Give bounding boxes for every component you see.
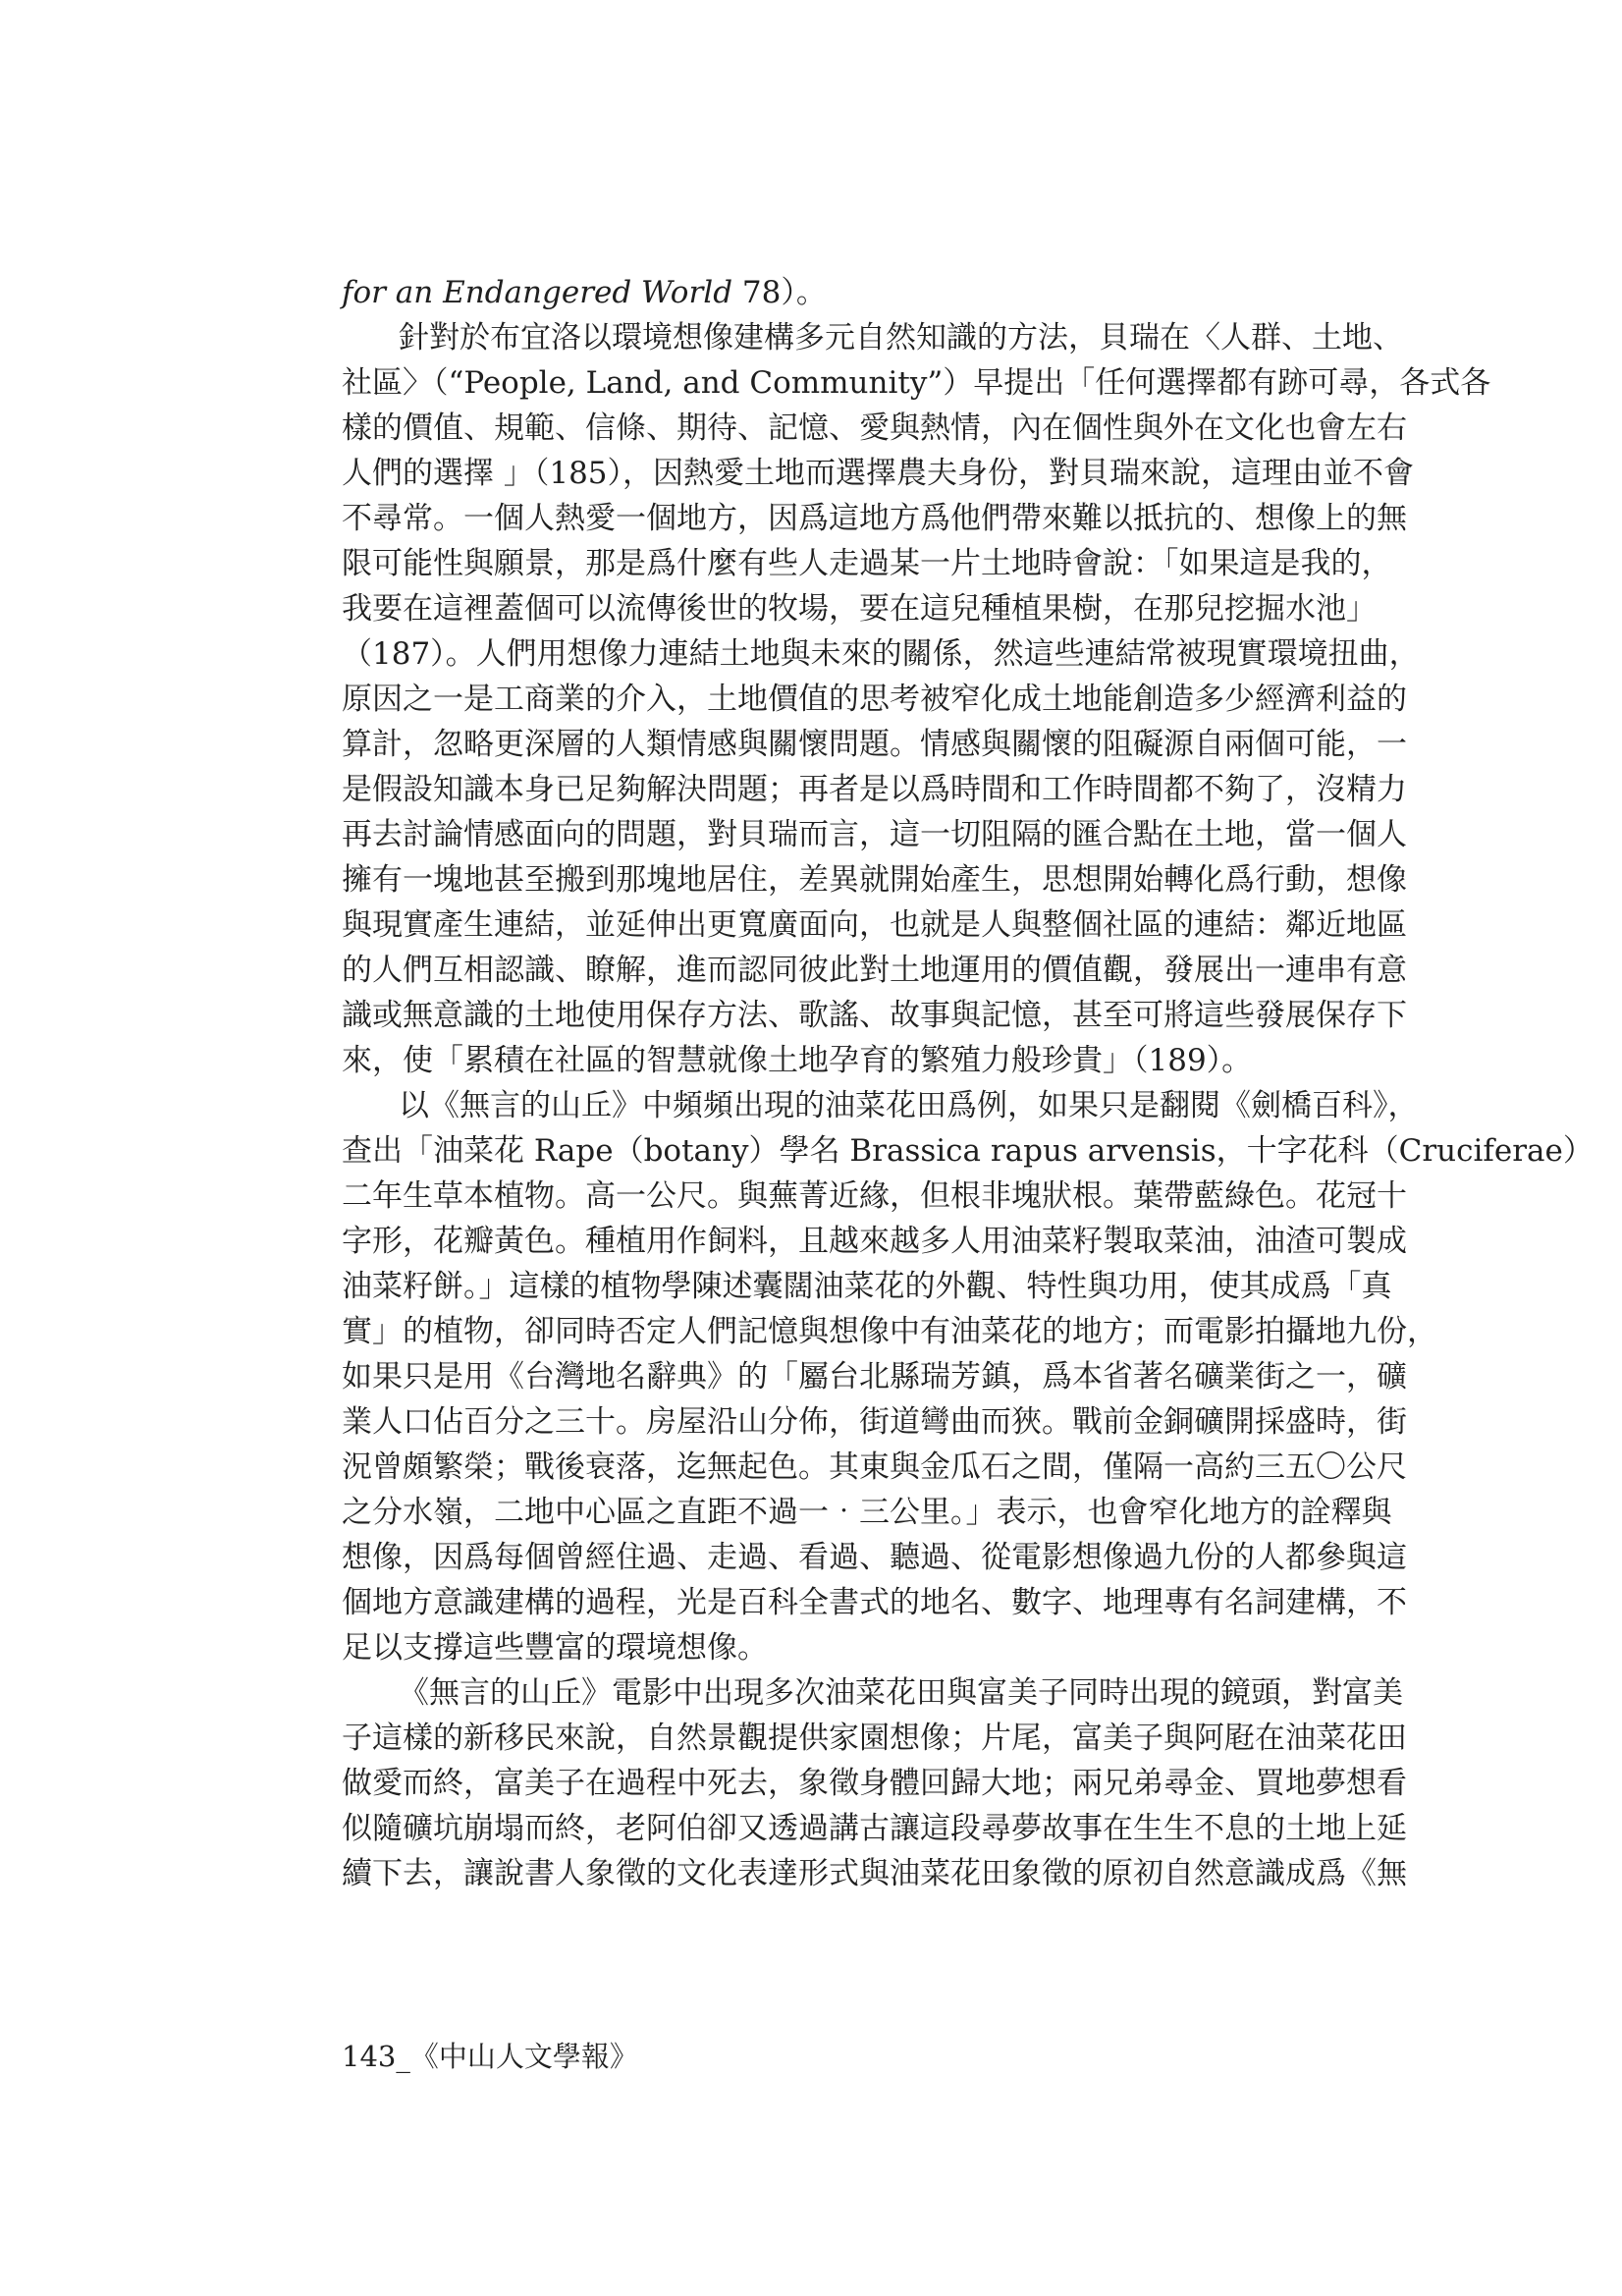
page-footer <box>342 2035 638 2075</box>
text-line: 人們的選擇 」（185），因熱愛土地而選擇農夫身份，對貝瑞來說，這理由並不會 <box>342 456 1415 491</box>
text-line: 做愛而終，富美子在過程中死去，象徵身體回歸大地；兩兄弟尋金、買地夢想看 <box>342 1766 1407 1801</box>
text-line: 算計，忽略更深層的人類情感與關懷問題。情感與關懷的阻礙源自兩個可能，一 <box>342 727 1407 762</box>
text-line: 識或無意識的土地使用保存方法、歌謠、故事與記憶，甚至可將這些發展保存下 <box>342 998 1407 1033</box>
text-line: 業人口佔百分之三十。房屋沿山分佈，街道彎曲而狹。戰前金銅礦開採盛時，街 <box>342 1404 1407 1440</box>
text-line: 樣的價值、規範、信條、期待、記憶、愛與熱情，內在個性與外在文化也會左右 <box>342 410 1407 446</box>
text-line: 二年生草本植物。高一公尺。與蕪菁近緣，但根非塊狀根。葉帶藍綠色。花冠十 <box>342 1178 1407 1214</box>
text-line: 查出「油菜花 Rape（botany）學名 Brassica rapus arvensis，十字花科（Cruciferae） <box>342 1133 1594 1169</box>
text-line: 我要在這裡蓋個可以流傳後世的牧場，要在這兒種植果樹，在那兒挖掘水池」 <box>342 591 1377 627</box>
text-line: （187）。人們用想像力連結土地與未來的關係，然這些連結常被現實環境扭曲， <box>342 636 1420 672</box>
text-line: 擁有一塊地甚至搬到那塊地居住，差異就開始產生，思想開始轉化爲行動，想像 <box>342 862 1407 898</box>
text-line: 來，使「累積在社區的智慧就像土地孕育的繁殖力般珍貴」（189）。 <box>342 1043 1253 1078</box>
body-text <box>342 270 1594 1896</box>
text-line: 之分水嶺，二地中心區之直距不過一‧三公里。」表示，也會窄化地方的詮釋與 <box>342 1495 1392 1530</box>
text-line: 的人們互相認識、瞭解，進而認同彼此對土地運用的價值觀，發展出一連串有意 <box>342 953 1407 988</box>
text-line: 子這樣的新移民來說，自然景觀提供家園想像；片尾，富美子與阿屘在油菜花田 <box>342 1721 1407 1756</box>
italic-title: for an Endangered World <box>342 275 733 310</box>
text-line: 實」的植物，卻同時否定人們記憶與想像中有油菜花的地方；而電影拍攝地九份， <box>342 1314 1437 1349</box>
text-line: 油菜籽餅。」這樣的植物學陳述囊闊油菜花的外觀、特性與功用，使其成爲「真 <box>342 1269 1392 1304</box>
text-line: 與現實產生連結，並延伸出更寬廣面向，也就是人與整個社區的連結：鄰近地區 <box>342 907 1407 943</box>
text-line: 限可能性與願景，那是爲什麼有些人走過某一片土地時會說：「如果這是我的， <box>342 546 1392 581</box>
text-line: 再去討論情感面向的問題，對貝瑞而言，這一切阻隔的匯合點在土地，當一個人 <box>342 817 1407 852</box>
text-line: 個地方意識建構的過程，光是百科全書式的地名、數字、地理專有名詞建構，不 <box>342 1585 1407 1620</box>
text-line: 不尋常。一個人熱愛一個地方，因爲這地方爲他們帶來難以抵抗的、想像上的無 <box>342 501 1407 536</box>
text-line: 《無言的山丘》電影中出現多次油菜花田與富美子同時出現的鏡頭，對富美 <box>399 1675 1403 1711</box>
text-line: 況曾頗繁榮；戰後衰落，迄無起色。其東與金瓜石之間，僅隔一高約三五〇公尺 <box>342 1449 1407 1485</box>
text-line: 足以支撐這些豐富的環境想像。 <box>342 1630 768 1666</box>
journal-title: _《中山人文學報》 <box>396 2040 638 2073</box>
text-line: 是假設知識本身已足夠解決問題；再者是以爲時間和工作時間都不夠了，沒精力 <box>342 772 1407 807</box>
text-line: 以《無言的山丘》中頻頻出現的油菜花田爲例，如果只是翻閱《劍橋百科》， <box>399 1088 1419 1123</box>
text-line <box>342 270 1299 315</box>
text-line: 續下去，讓說書人象徵的文化表達形式與油菜花田象徵的原初自然意識成爲《無 <box>342 1856 1407 1891</box>
text-line: 針對於布宜洛以環境想像建構多元自然知識的方法，貝瑞在〈人群、土地、 <box>399 320 1403 355</box>
page-number: 143 <box>342 2040 397 2073</box>
text-line: 想像，因爲每個曾經住過、走過、看過、聽過、從電影想像過九份的人都參與這 <box>342 1540 1407 1575</box>
text-line: 社區〉（“People, Land, and Community”）早提出「任何選擇都有跡可尋，各式各 <box>342 365 1491 401</box>
text-line: 如果只是用《台灣地名辭典》的「屬台北縣瑞芳鎮，爲本省著名礦業街之一，礦 <box>342 1359 1407 1394</box>
text-run: 78）。 <box>732 275 827 310</box>
text-line: 字形，花瓣黃色。種植用作飼料，且越來越多人用油菜籽製取菜油，油渣可製成 <box>342 1224 1407 1259</box>
text-line: 原因之一是工商業的介入，土地價值的思考被窄化成土地能創造多少經濟利益的 <box>342 682 1407 717</box>
text-line: 似隨礦坑崩塌而終，老阿伯卻又透過講古讓這段尋夢故事在生生不息的土地上延 <box>342 1811 1407 1846</box>
